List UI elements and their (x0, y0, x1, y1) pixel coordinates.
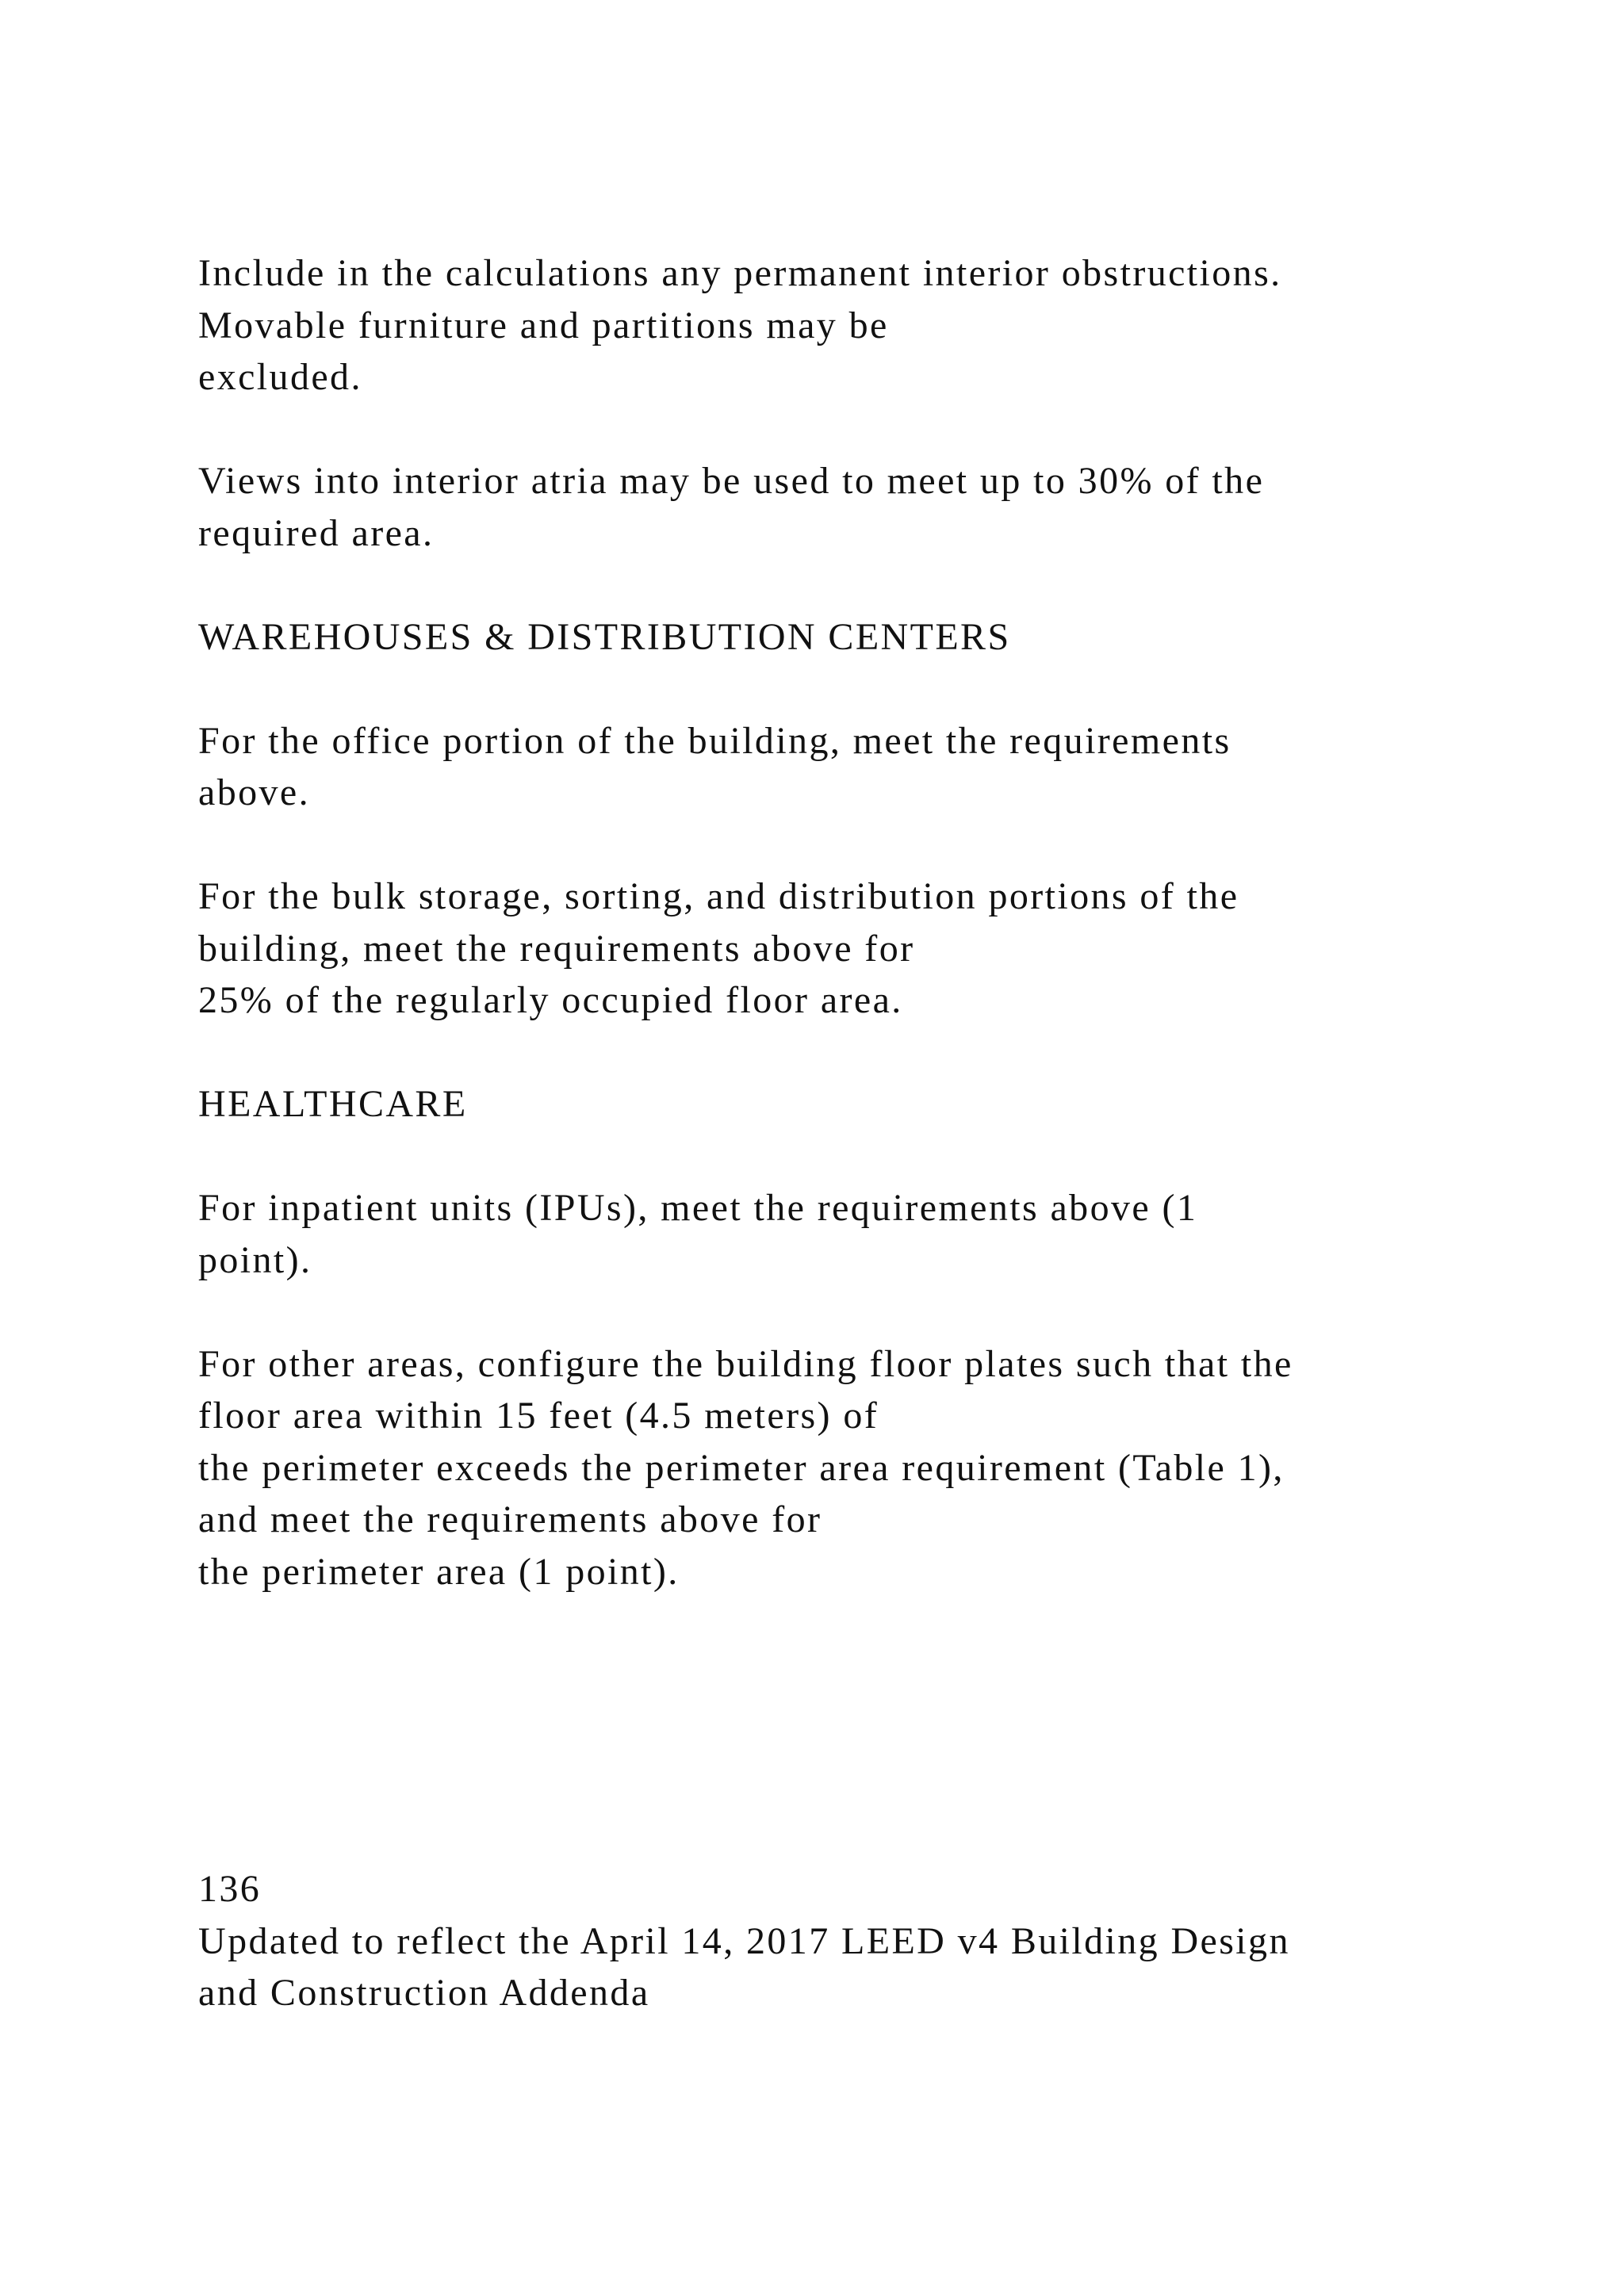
paragraph-obstructions (198, 247, 1546, 404)
footer-line: and Construction Addenda (198, 1972, 650, 2014)
paragraph-bulk-storage (198, 871, 1546, 1027)
text-line: and meet the requirements above for (198, 1498, 822, 1540)
text-line: floor area within 15 feet (4.5 meters) of (198, 1395, 879, 1437)
paragraph-other-areas (198, 1338, 1546, 1598)
page-number: 136 (198, 1868, 262, 1910)
text-line: the perimeter exceeds the perimeter area requirement (Table 1), (198, 1446, 1285, 1489)
paragraph-office-portion (198, 715, 1546, 819)
text-line: excluded. (198, 356, 362, 398)
heading-line: WAREHOUSES & DISTRIBUTION CENTERS (198, 615, 1011, 658)
text-line: point). (198, 1238, 312, 1281)
text-line: above. (198, 771, 311, 813)
text-line: For inpatient units (IPUs), meet the requirements above (1 (198, 1187, 1198, 1229)
text-line: 25% of the regularly occupied floor area. (198, 979, 903, 1021)
text-line: Views into interior atria may be used to meet up to 30% of the (198, 460, 1265, 502)
section-heading-warehouses (198, 611, 1546, 664)
body-text (198, 247, 1546, 1650)
text-line: For other areas, configure the building floor plates such that the (198, 1342, 1293, 1385)
heading-line: HEALTHCARE (198, 1083, 468, 1125)
text-line: For the office portion of the building, meet the requirements (198, 719, 1231, 762)
text-line: For the bulk storage, sorting, and distribution portions of the (198, 875, 1239, 917)
text-line: required area. (198, 511, 435, 554)
text-line: the perimeter area (1 point). (198, 1550, 680, 1593)
section-heading-healthcare (198, 1078, 1546, 1131)
paragraph-atria (198, 455, 1546, 559)
text-line: building, meet the requirements above for (198, 927, 915, 970)
paragraph-inpatient-units (198, 1182, 1546, 1286)
footer-line: Updated to reflect the April 14, 2017 LEED v4 Building Design (198, 1919, 1290, 1962)
text-line: Movable furniture and partitions may be (198, 304, 889, 346)
text-line: Include in the calculations any permanent interior obstructions. (198, 252, 1282, 294)
page-footer (198, 1863, 1546, 2019)
